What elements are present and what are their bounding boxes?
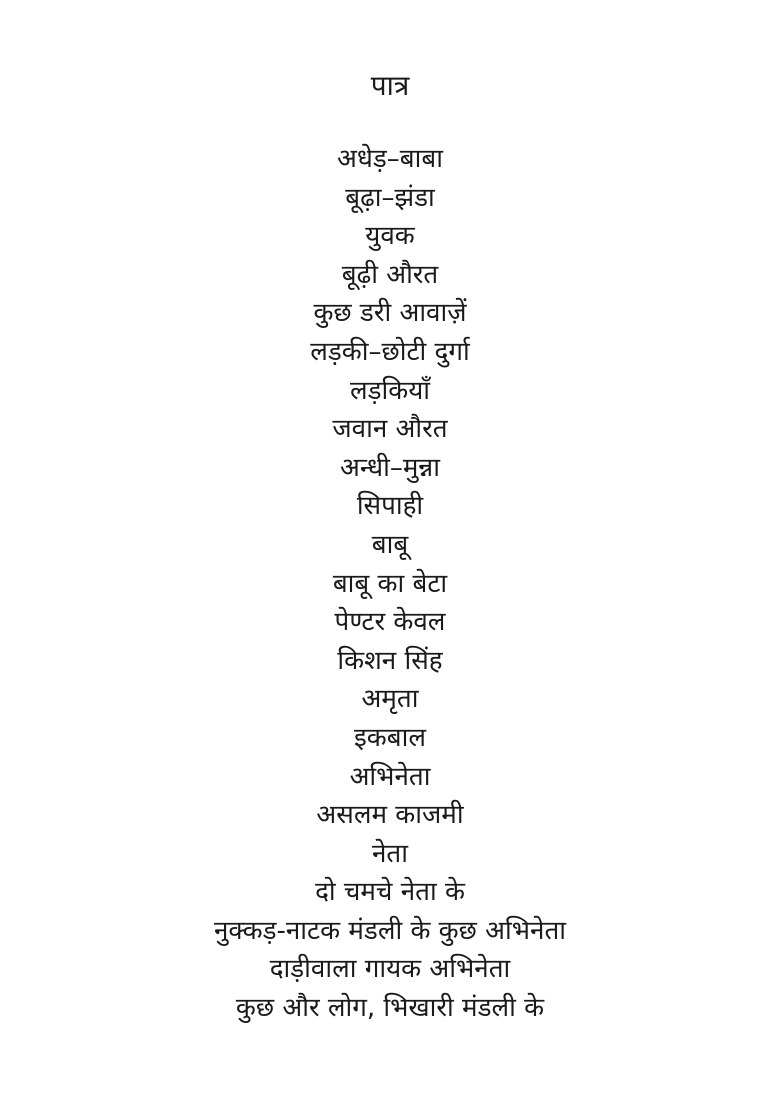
character-item: नेता xyxy=(372,838,408,869)
character-item: लड़की–छोटी दुर्गा xyxy=(310,336,470,367)
character-item: बूढ़ी औरत xyxy=(341,259,439,290)
character-item: अधेड़–बाबा xyxy=(337,144,443,174)
character-list xyxy=(0,140,780,1028)
character-item: बाबू xyxy=(371,529,409,560)
character-item: कुछ और लोग, भिखारी मंडली के xyxy=(235,993,545,1024)
character-item: पेण्टर केवल xyxy=(334,607,446,638)
character-item: सिपाही xyxy=(356,491,424,522)
character-item: बूढ़ा–झंडा xyxy=(345,182,435,213)
character-item: दो चमचे नेता के xyxy=(315,877,465,908)
character-item: असलम काजमी xyxy=(316,800,464,831)
character-item: कुछ डरी आवाज़ें xyxy=(313,298,467,329)
character-item: इकबाल xyxy=(354,722,426,753)
character-item: नुक्कड़-नाटक मंडली के कुछ अभिनेता xyxy=(214,915,566,946)
page-title: पात्र xyxy=(370,69,410,102)
character-item: दाड़ीवाला गायक अभिनेता xyxy=(269,954,511,985)
character-item: किशन सिंह xyxy=(337,645,443,676)
character-item: लड़कियाँ xyxy=(349,375,431,406)
character-item: अभिनेता xyxy=(349,761,431,792)
character-item: युवक xyxy=(365,221,415,252)
character-item: अन्धी–मुन्ना xyxy=(340,452,440,483)
character-item: अमृता xyxy=(361,684,419,715)
character-item: जवान औरत xyxy=(332,414,448,445)
character-item: बाबू का बेटा xyxy=(332,568,448,599)
